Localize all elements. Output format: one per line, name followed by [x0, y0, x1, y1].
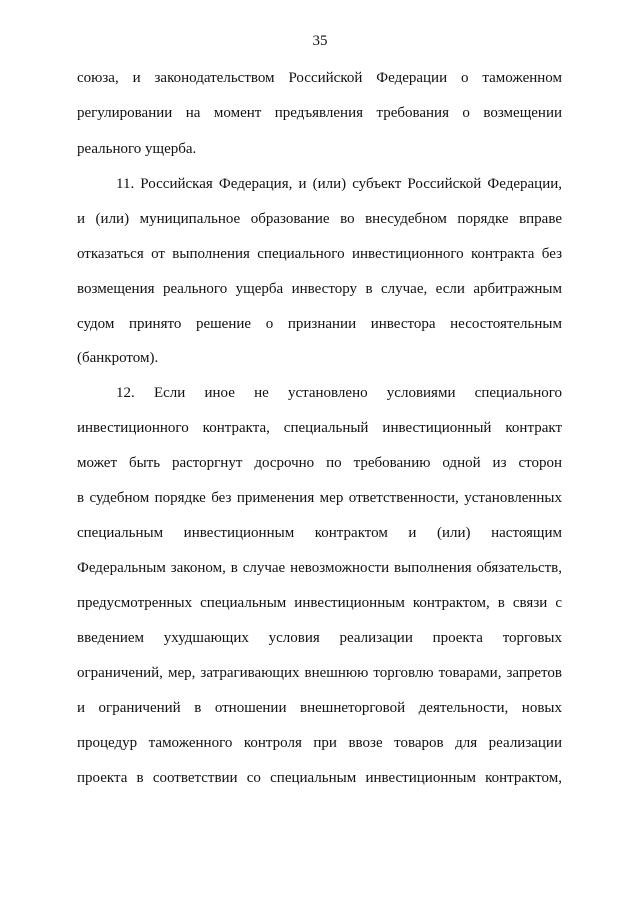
- text-line: инвестиционного контракта, специальный инвестиционный контракт: [77, 420, 562, 436]
- text-line: регулировании на момент предъявления требования о возмещении: [77, 105, 562, 121]
- text-line: судом принято решение о признании инвестора несостоятельным: [77, 316, 562, 332]
- text-line: специальным инвестиционным контрактом и (или) настоящим: [77, 525, 562, 541]
- text-line: возмещения реального ущерба инвестору в случае, если арбитражным: [77, 281, 562, 297]
- text-line: союза, и законодательством Российской Федерации о таможенном: [77, 70, 562, 86]
- text-line: предусмотренных специальным инвестиционным контрактом, в связи с: [77, 595, 562, 611]
- text-line: в судебном порядке без применения мер ответственности, установленных: [77, 490, 562, 506]
- text-line: реального ущерба.: [77, 141, 197, 157]
- text-line: отказаться от выполнения специального инвестиционного контракта без: [77, 246, 562, 262]
- text-line: проекта в соответствии со специальным инвестиционным контрактом,: [77, 770, 562, 786]
- text-line: и ограничений в отношении внешнеторговой деятельности, новых: [77, 700, 562, 716]
- paragraph-11-start: 11. Российская Федерация, и (или) субъект Российской Федерации,: [116, 176, 562, 192]
- text-line: ограничений, мер, затрагивающих внешнюю торговлю товарами, запретов: [77, 665, 562, 681]
- paragraph-12-start: 12. Если иное не установлено условиями специального: [116, 385, 562, 401]
- page-number: 35: [312, 33, 328, 49]
- text-line: (банкротом).: [77, 350, 159, 366]
- text-line: процедур таможенного контроля при ввозе товаров для реализации: [77, 735, 562, 751]
- text-line: и (или) муниципальное образование во внесудебном порядке вправе: [77, 211, 562, 227]
- text-line: может быть расторгнут досрочно по требованию одной из сторон: [77, 455, 562, 471]
- text-line: Федеральным законом, в случае невозможности выполнения обязательств,: [77, 560, 562, 576]
- text-line: введением ухудшающих условия реализации проекта торговых: [77, 630, 562, 646]
